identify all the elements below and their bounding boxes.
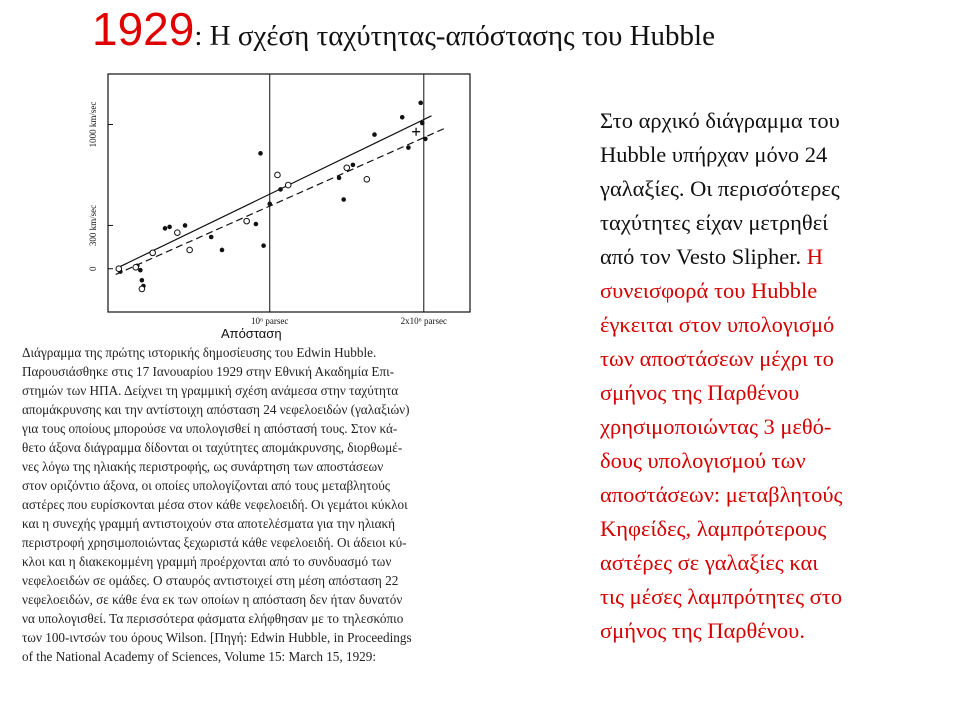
caption-line: νεφελοειδών, σε κάθε ένα εκ των οποίων η απόσταση δεν ήταν δυνατόν: [22, 592, 403, 607]
data-point-open: [244, 218, 250, 224]
data-point-open: [133, 264, 139, 270]
data-point-filled: [400, 115, 405, 120]
side-text-line: [600, 478, 952, 512]
side-text-line: [600, 444, 952, 478]
caption-line: να υπολογισθεί. Τα περισσότερα φάσματα ελήφθησαν με το τηλεσκόπιο: [22, 611, 404, 626]
y-tick-label: 0: [88, 266, 98, 271]
y-tick-label: 1000 km/sec: [88, 101, 98, 148]
side-text-segment: έγκειται στον υπολογισμό: [600, 312, 835, 337]
hubble-diagram: [68, 64, 480, 344]
side-text-line: [600, 172, 952, 206]
side-text-segment: Στο αρχικό διάγραμμα του: [600, 108, 840, 133]
data-point-filled: [163, 226, 168, 231]
data-point-open: [364, 176, 370, 182]
side-text-line: [600, 342, 952, 376]
data-point-open: [150, 250, 156, 256]
caption-line: Παρουσιάσθηκε στις 17 Ιανουαρίου 1929 στην Εθνική Ακαδημία Επι-: [22, 364, 395, 379]
side-text-line: [600, 308, 952, 342]
data-point-filled: [418, 101, 423, 106]
x-tick-label: 10⁶ parsec: [251, 316, 289, 326]
side-text-line: [600, 512, 952, 546]
data-point-open: [175, 230, 181, 236]
data-point-filled: [140, 278, 145, 283]
side-text-segment: ταχύτητες είχαν μετρηθεί: [600, 210, 829, 235]
data-point-filled: [220, 248, 225, 253]
data-point-filled: [267, 202, 272, 207]
side-text-segment: συνεισφορά του Hubble: [600, 278, 818, 303]
side-text-segment: τις μέσες λαμπρότητες στο: [600, 584, 843, 609]
caption-line: θετο άξονα διάγραμμα δίδονται οι ταχύτητες απομάκρυνσης, διορθωμέ-: [22, 440, 403, 455]
data-point-cross: [412, 128, 420, 136]
data-point-filled: [254, 222, 259, 227]
side-text-segment: γαλαξίες. Οι περισσότερες: [600, 176, 840, 201]
side-text-line: [600, 104, 952, 138]
fit-line-dashed: [116, 127, 447, 274]
title-year: 1929: [92, 3, 195, 55]
caption-line: περιστροφή χρησιμοποιώντας ξεχωριστά κάθε νεφελοειδή. Οι άδειοι κύ-: [22, 535, 407, 550]
caption-line: of the National Academy of Sciences, Volume 15: March 15, 1929:: [22, 649, 377, 664]
side-text-segment: σμήνος της Παρθένου: [600, 380, 800, 405]
side-text-segment: των αποστάσεων μέχρι το: [600, 346, 834, 371]
side-text-line: [600, 376, 952, 410]
slide-title: [92, 2, 715, 55]
side-text-segment: αστέρες σε γαλαξίες και: [600, 550, 819, 575]
side-text-line: [600, 546, 952, 580]
figure-caption: [22, 343, 577, 666]
caption-line: κλοι και η διακεκομμένη γραμμή προέρχονται από το συνδυασμό των: [22, 554, 392, 569]
data-point-filled: [372, 132, 377, 137]
data-point-open: [275, 172, 281, 178]
side-text-line: [600, 240, 952, 274]
caption-line: στημών των ΗΠΑ. Δείχνει τη γραμμική σχέση ανάμεσα στην ταχύτητα: [22, 383, 399, 398]
data-point-open: [344, 165, 350, 171]
data-point-filled: [351, 163, 356, 168]
data-point-open: [116, 266, 122, 272]
side-text-segment: δους υπολογισμού των: [600, 448, 806, 473]
caption-line: αστέρες που ευρίσκονται μέσα στον κάθε νεφελοειδή. Οι γεμάτοι κύκλοι: [22, 497, 408, 512]
side-text-line: [600, 614, 952, 648]
data-point-filled: [341, 197, 346, 202]
caption-line: για τους οποίους μπορούσε να υπολογισθεί η απόστασή τους. Στον κά-: [22, 421, 398, 436]
x-axis-label: Απόσταση: [220, 326, 282, 341]
data-point-filled: [278, 187, 283, 192]
fit-line-solid: [116, 116, 432, 269]
side-text-segment: Η: [806, 244, 823, 269]
side-text-line: [600, 274, 952, 308]
hubble-scatter-plot: [68, 64, 480, 344]
data-point-filled: [209, 235, 214, 240]
data-point-filled: [261, 243, 266, 248]
side-text-segment: Κηφείδες, λαμπρότερους: [600, 516, 827, 541]
plot-frame: [108, 74, 470, 312]
caption-line: στον οριζόντιο άξονα, οι οποίες υπολογίζονται από τους μεταβλητούς: [22, 478, 390, 493]
caption-line: απομάκρυνσης και την αντίστοιχη απόσταση 24 νεφελοειδών (γαλαξιών): [22, 402, 410, 417]
side-text-line: [600, 138, 952, 172]
data-point-filled: [406, 145, 411, 150]
side-text-segment: από τον Vesto Slipher.: [600, 244, 807, 269]
side-text-line: [600, 580, 952, 614]
data-point-filled: [258, 151, 263, 156]
side-text-segment: αποστάσεων: μεταβλητούς: [600, 482, 843, 507]
data-point-filled: [420, 121, 425, 126]
caption-line: Διάγραμμα της πρώτης ιστορικής δημοσίευσης του Edwin Hubble.: [22, 345, 377, 360]
caption-line: και η συνεχής γραμμή αντιστοιχούν στα αποτελέσματα για την ηλιακή: [22, 516, 396, 531]
data-point-open: [139, 286, 145, 292]
data-point-filled: [183, 223, 188, 228]
data-point-open: [187, 247, 193, 253]
data-point-open: [285, 182, 291, 188]
side-text-segment: χρησιμοποιώντας 3 μεθό-: [600, 414, 832, 439]
side-text-segment: σμήνος της Παρθένου.: [600, 618, 805, 643]
data-point-filled: [423, 137, 428, 142]
x-tick-label: 2x10⁶ parsec: [400, 316, 447, 326]
side-text: [600, 104, 952, 648]
side-text-segment: Hubble υπήρχαν μόνο 24: [600, 142, 828, 167]
side-text-line: [600, 206, 952, 240]
data-point-filled: [337, 176, 342, 181]
caption-line: νεφελοειδών σε ομάδες. Ο σταυρός αντιστοιχεί στη μέση απόσταση 22: [22, 573, 399, 588]
title-text: : Η σχέση ταχύτητας-απόστασης του Hubble: [194, 20, 715, 52]
y-tick-label: 300 km/sec: [88, 204, 98, 247]
data-point-filled: [167, 225, 172, 230]
caption-line: των 100-ιντσών του όρους Wilson. [Πηγή: Edwin Hubble, in Proceedings: [22, 630, 412, 645]
side-text-line: [600, 410, 952, 444]
caption-line: νες λόγω της ηλιακής περιστροφής, ως συνάρτηση των αποστάσεων: [22, 459, 384, 474]
